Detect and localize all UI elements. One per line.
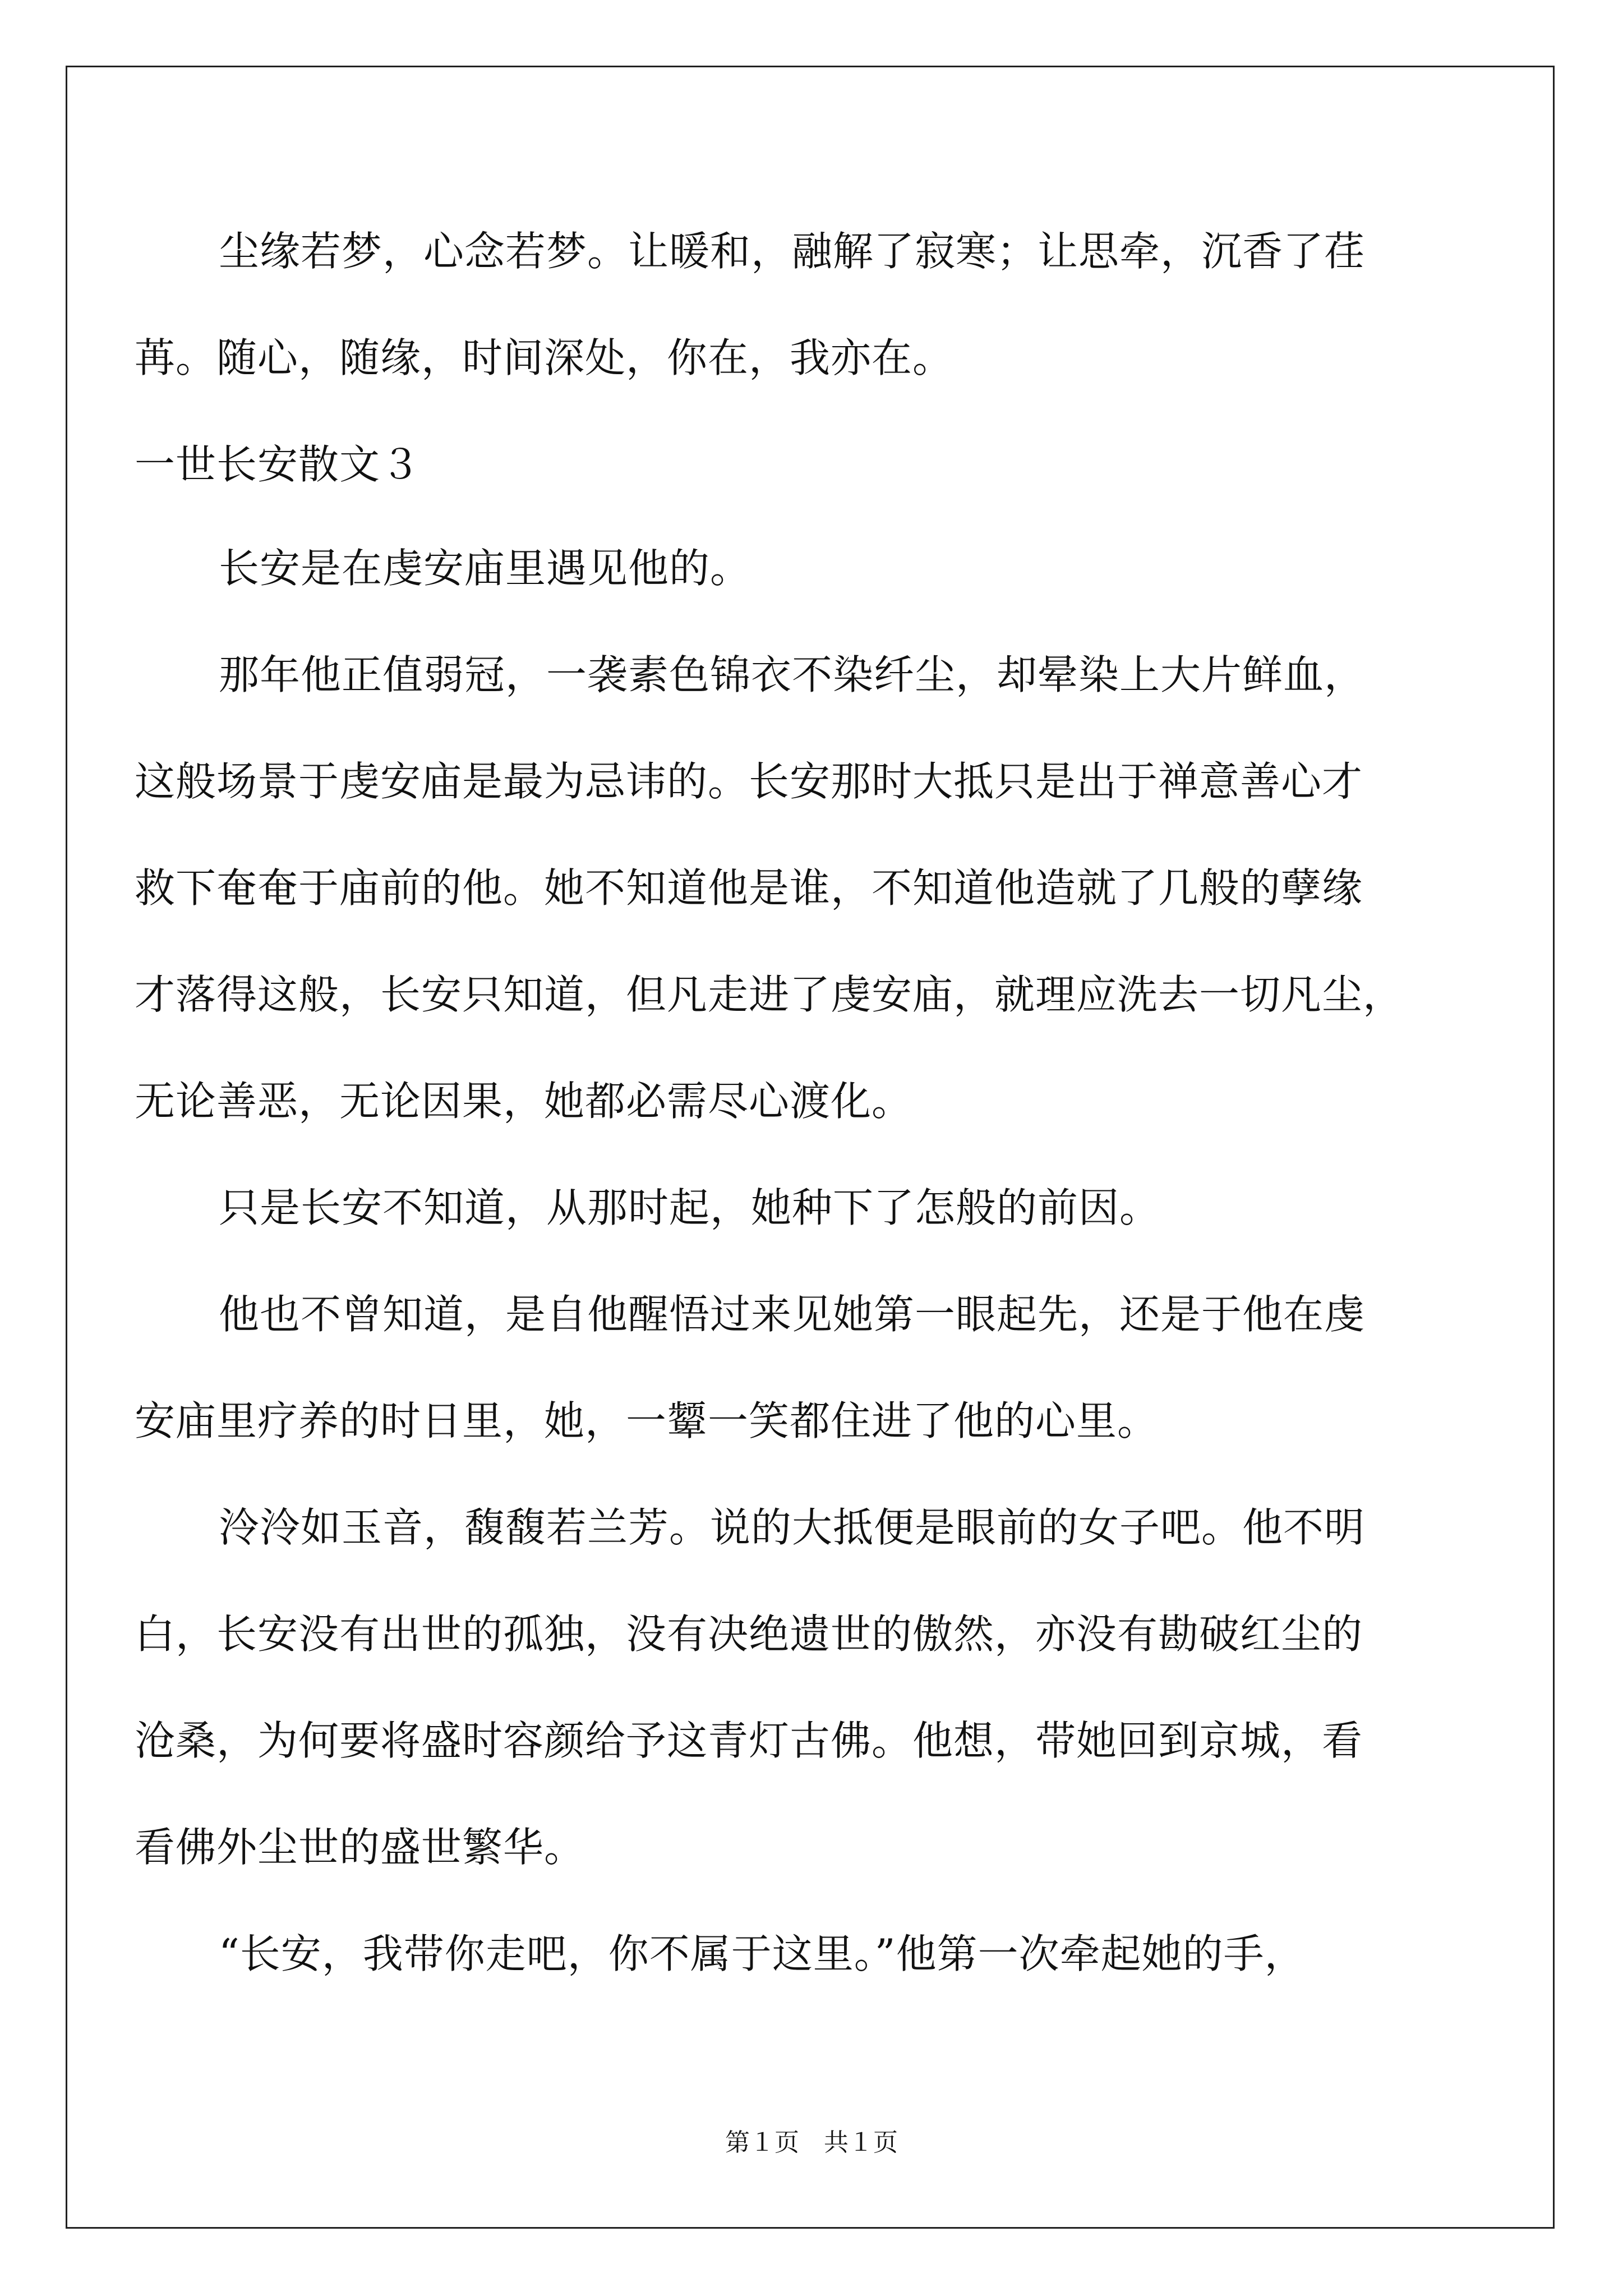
paragraph-line: 安庙里疗养的时日里，她，一颦一笑都住进了他的心里。 xyxy=(135,1397,1159,1444)
paragraph-line: 那年他正值弱冠，一袭素色锦衣不染纤尘，却晕染上大片鲜血， xyxy=(219,651,1366,698)
page-border xyxy=(66,66,1555,2229)
page-footer: 第１页 共１页 xyxy=(725,2128,898,2157)
paragraph-line: 泠泠如玉音，馥馥若兰芳。说的大抵便是眼前的女子吧。他不明 xyxy=(219,1504,1366,1551)
paragraph-line: 尘缘若梦，心念若梦。让暖和，融解了寂寒；让思牵，沉香了荏 xyxy=(219,228,1366,275)
section-heading: 一世长安散文３ xyxy=(135,441,422,488)
paragraph-line: 无论善恶，无论因果，她都必需尽心渡化。 xyxy=(135,1078,913,1125)
paragraph-line: 看佛外尘世的盛世繁华。 xyxy=(135,1824,585,1871)
paragraph-line: 才落得这般，长安只知道，但凡走进了虔安庙，就理应洗去一切凡尘， xyxy=(135,971,1404,1018)
paragraph-line: 长安是在虔安庙里遇见他的。 xyxy=(219,545,751,592)
paragraph-line: 白，长安没有出世的孤独，没有决绝遗世的傲然，亦没有勘破红尘的 xyxy=(135,1611,1363,1658)
paragraph-line: “长安，我带你走吧，你不属于这里。”他第一次牵起她的手， xyxy=(219,1930,1306,1977)
paragraph-line: 救下奄奄于庙前的他。她不知道他是谁，不知道他造就了几般的孽缘 xyxy=(135,864,1363,912)
paragraph-line: 他也不曾知道，是自他醒悟过来见她第一眼起先，还是于他在虔 xyxy=(219,1291,1366,1338)
paragraph-line: 苒。随心，随缘，时间深处，你在，我亦在。 xyxy=(135,334,954,381)
paragraph-line: 只是长安不知道，从那时起，她种下了怎般的前因。 xyxy=(219,1184,1161,1231)
paragraph-line: 沧桑，为何要将盛时容颜给予这青灯古佛。他想，带她回到京城，看 xyxy=(135,1717,1363,1764)
paragraph-line: 这般场景于虔安庙是最为忌讳的。长安那时大抵只是出于禅意善心才 xyxy=(135,758,1363,805)
